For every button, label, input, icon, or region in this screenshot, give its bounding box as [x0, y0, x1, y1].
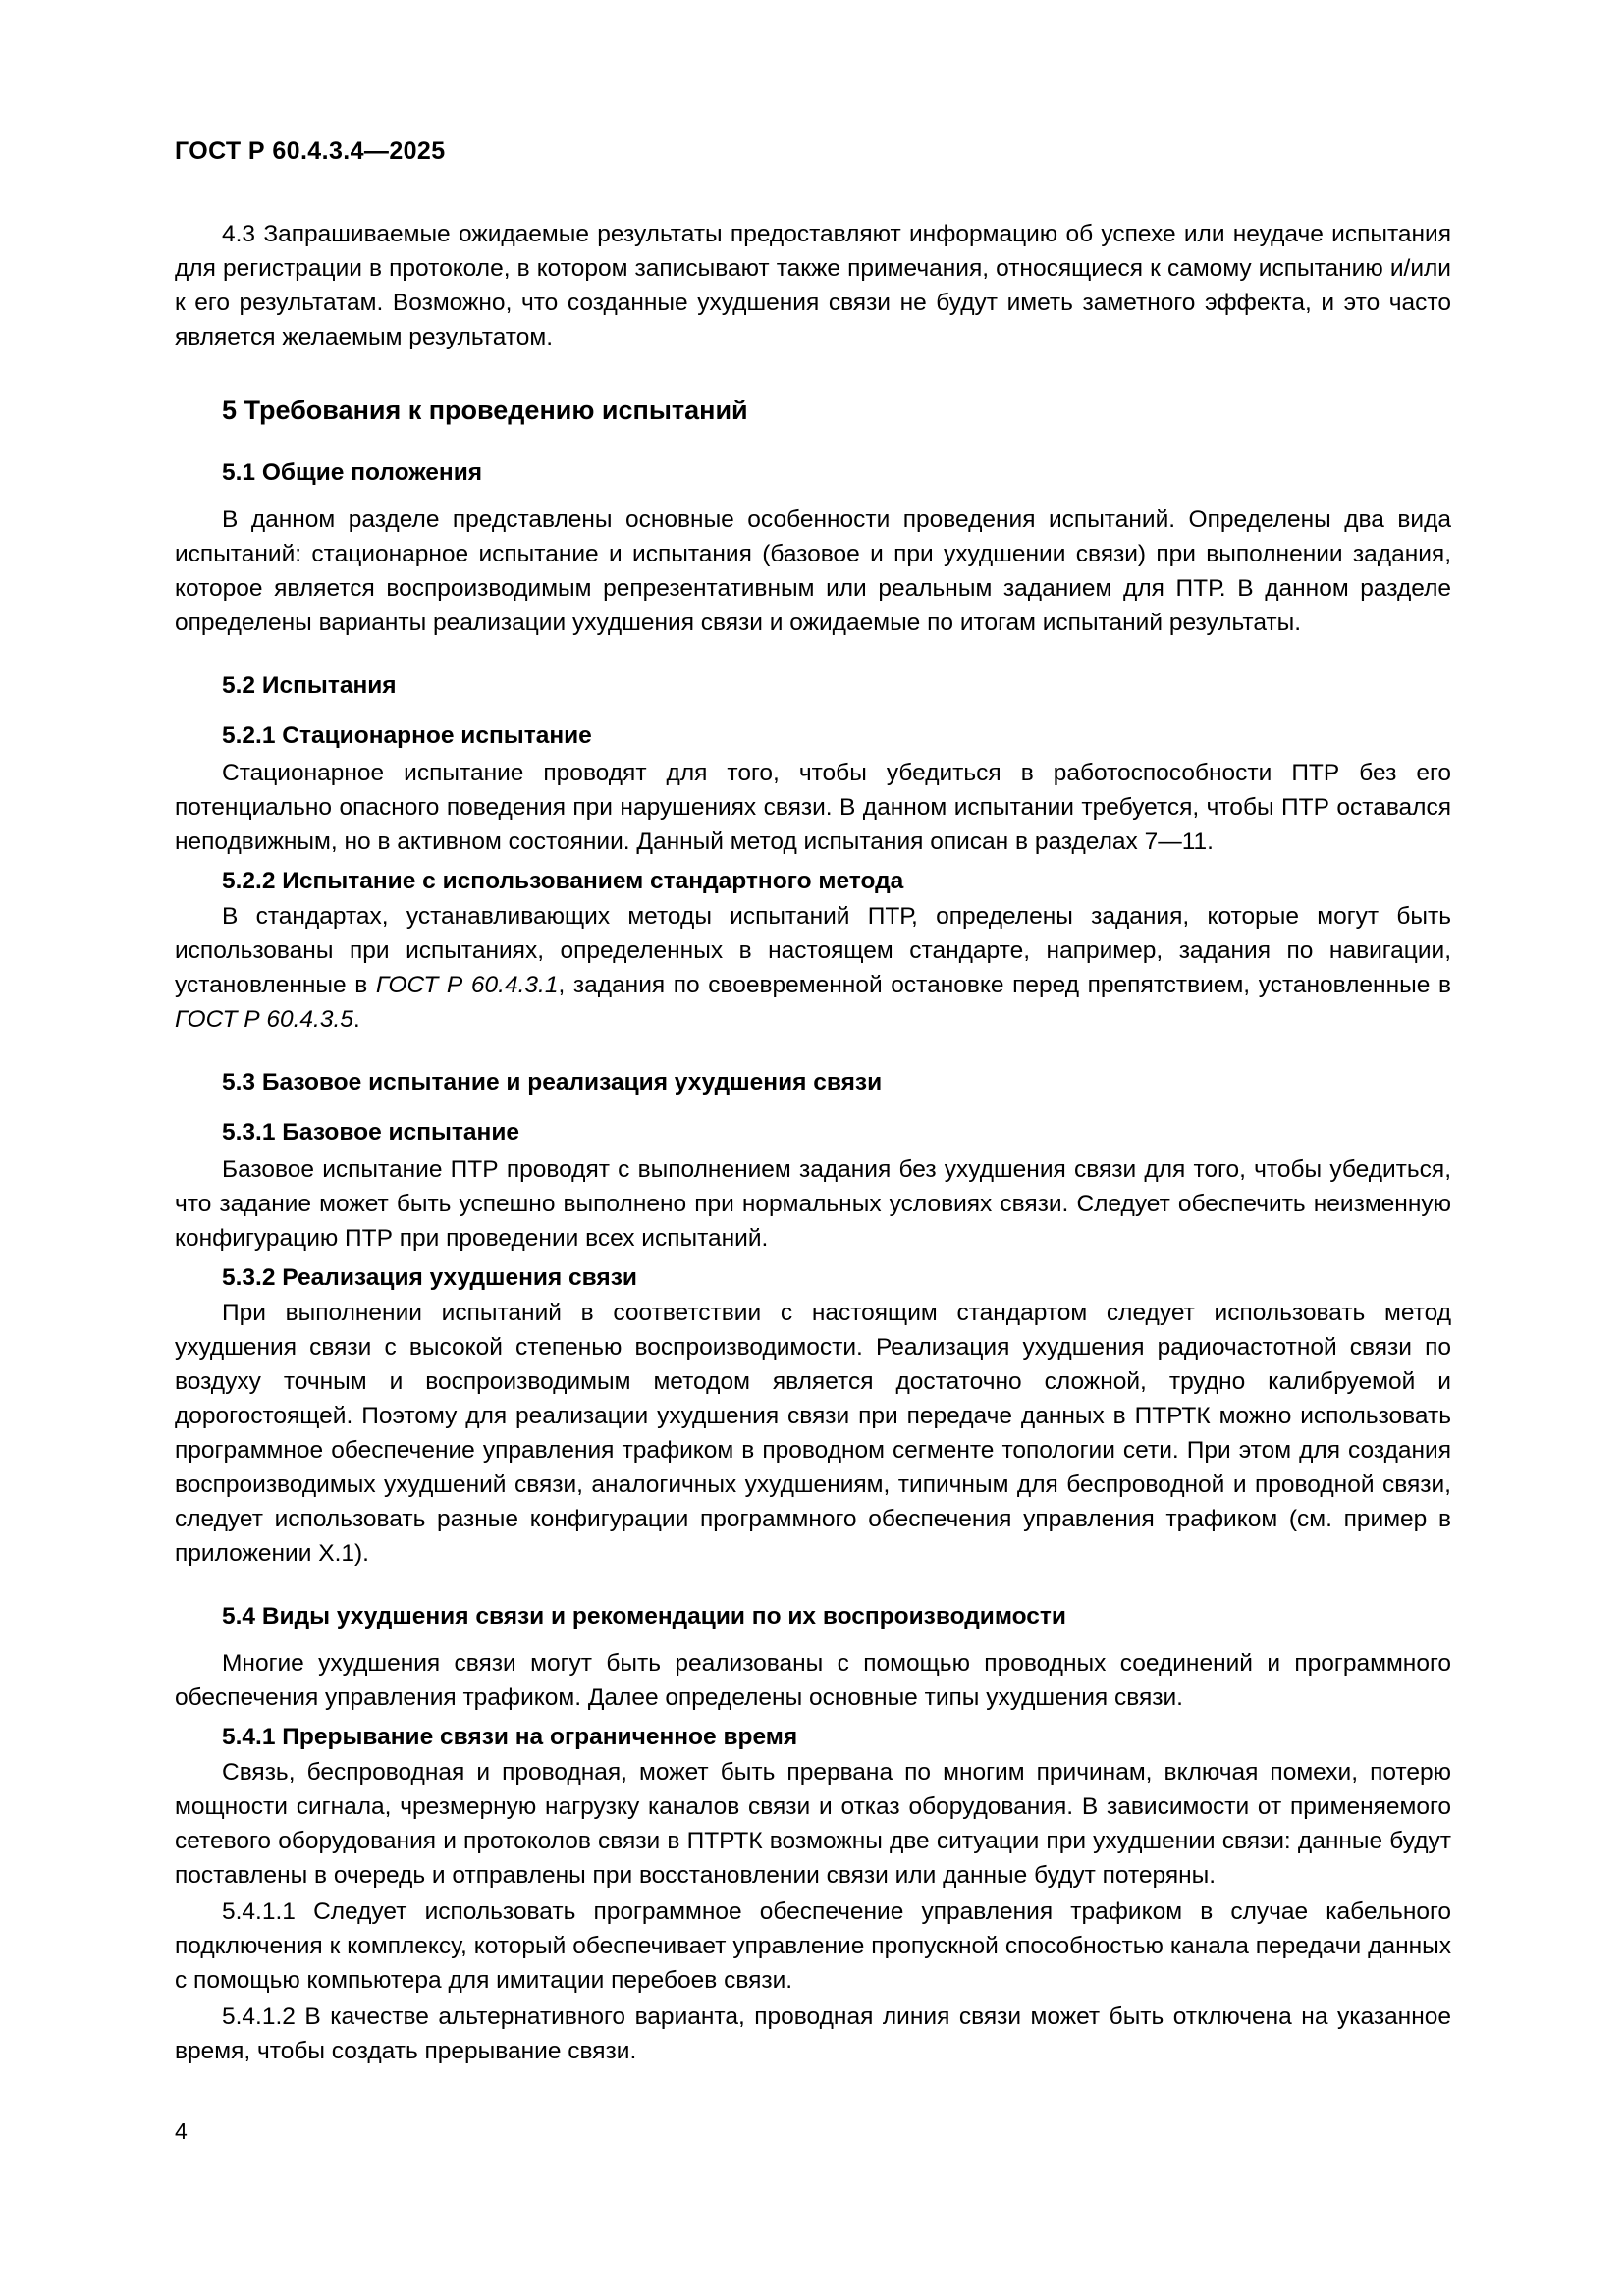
standard-reference-1: ГОСТ Р 60.4.3.1	[375, 972, 559, 998]
paragraph-5-3-2: При выполнении испытаний в соответствии с настоящим стандартом следует использовать метод ухудшения связи с высокой степенью воспроизводимости. Реализация ухудшения радиочастотной связи по воздуху точным и воспроизводимым методом является достаточно сложной, трудно калибруемой и дорогостоящей. Поэтому для реализации ухудшения связи при передаче данных в ПТРТК можно использовать программное обеспечение управления трафиком в проводном сегменте топологии сети. При этом для создания воспроизводимых ухудшений связи, аналогичных ухудшениям, типичным для беспроводной и проводной связи, следует использовать разные конфигурации программного обеспечения управления трафиком (см. пример в приложении X.1).	[175, 1300, 1451, 1567]
paragraph-5-4: Многие ухудшения связи могут быть реализованы с помощью проводных соединений и программного обеспечения управления трафиком. Далее определены основные типы ухудшения связи.	[175, 1650, 1451, 1711]
paragraph-5-4-1-1: 5.4.1.1 Следует использовать программное обеспечение управления трафиком в случае кабельного подключения к комплексу, который обеспечивает управление пропускной способностью канала передачи данных с помощью компьютера для имитации перебоев связи.	[175, 1898, 1451, 1994]
heading-section-5: 5 Требования к проведению испытаний	[222, 396, 748, 425]
page-content	[175, 137, 1451, 2070]
paragraph-5-4-1-2: 5.4.1.2 В качестве альтернативного варианта, проводная линия связи может быть отключена на указанное время, чтобы создать прерывание связи.	[175, 2003, 1451, 2064]
standard-reference-2: ГОСТ Р 60.4.3.5	[175, 1006, 353, 1033]
heading-5-2: 5.2 Испытания	[222, 672, 397, 699]
paragraph-5-2-2-text-2: , задания по своевременной остановке перед препятствием, установленные в	[558, 972, 1451, 998]
paragraph-4-3: 4.3 Запрашиваемые ожидаемые результаты предоставляют информацию об успехе или неудаче испытания для регистрации в протоколе, в котором записывают также примечания, относящиеся к самому испытанию и/или к его результатам. Возможно, что созданные ухудшения связи не будут иметь заметного эффекта, и это часто является желаемым результатом.	[175, 221, 1451, 350]
paragraph-5-2-2	[175, 899, 1451, 1037]
paragraph-5-3-1: Базовое испытание ПТР проводят с выполнением задания без ухудшения связи для того, чтобы убедиться, что задание может быть успешно выполнено при нормальных условиях связи. Следует обеспечить неизменную конфигурацию ПТР при проведении всех испытаний.	[175, 1156, 1451, 1252]
heading-5-4-1: 5.4.1 Прерывание связи на ограниченное время	[222, 1724, 798, 1750]
heading-5-3-1: 5.3.1 Базовое испытание	[222, 1119, 520, 1146]
paragraph-5-4-1: Связь, беспроводная и проводная, может быть прервана по многим причинам, включая помехи, потерю мощности сигнала, чрезмерную нагрузку каналов связи и отказ оборудования. В зависимости от применяемого сетевого оборудования и протоколов связи в ПТРТК возможны две ситуации при ухудшении связи: данные будут поставлены в очередь и отправлены при восстановлении связи или данные будут потеряны.	[175, 1759, 1451, 1889]
heading-5-1: 5.1 Общие положения	[222, 459, 483, 486]
heading-5-2-2: 5.2.2 Испытание с использованием стандартного метода	[222, 868, 904, 894]
paragraph-5-2-2-text-1: В стандартах, устанавливающих методы испытаний ПТР, определены задания, которые могут быть использованы при испытаниях, определенных в настоящем стандарте, например, задания по навигации, установленные в	[175, 903, 1451, 998]
heading-5-4: 5.4 Виды ухудшения связи и рекомендации по их воспроизводимости	[222, 1603, 1066, 1629]
heading-5-2-1: 5.2.1 Стационарное испытание	[222, 722, 592, 749]
page-number: 4	[175, 2118, 188, 2144]
heading-5-3-2: 5.3.2 Реализация ухудшения связи	[222, 1264, 637, 1291]
paragraph-5-2-2-text-3: .	[352, 1006, 360, 1033]
heading-5-3: 5.3 Базовое испытание и реализация ухудшения связи	[222, 1069, 883, 1095]
paragraph-5-2-1: Стационарное испытание проводят для того, чтобы убедиться в работоспособности ПТР без его потенциально опасного поведения при нарушениях связи. В данном испытании требуется, чтобы ПТР оставался неподвижным, но в активном состоянии. Данный метод испытания описан в разделах 7—11.	[175, 760, 1451, 855]
document-standard-header: ГОСТ Р 60.4.3.4—2025	[175, 137, 446, 165]
paragraph-5-1: В данном разделе представлены основные особенности проведения испытаний. Определены два вида испытаний: стационарное испытание и испытания (базовое и при ухудшении связи) при выполнении задания, которое является воспроизводимым репрезентативным или реальным заданием для ПТР. В данном разделе определены варианты реализации ухудшения связи и ожидаемые по итогам испытаний результаты.	[175, 507, 1451, 636]
